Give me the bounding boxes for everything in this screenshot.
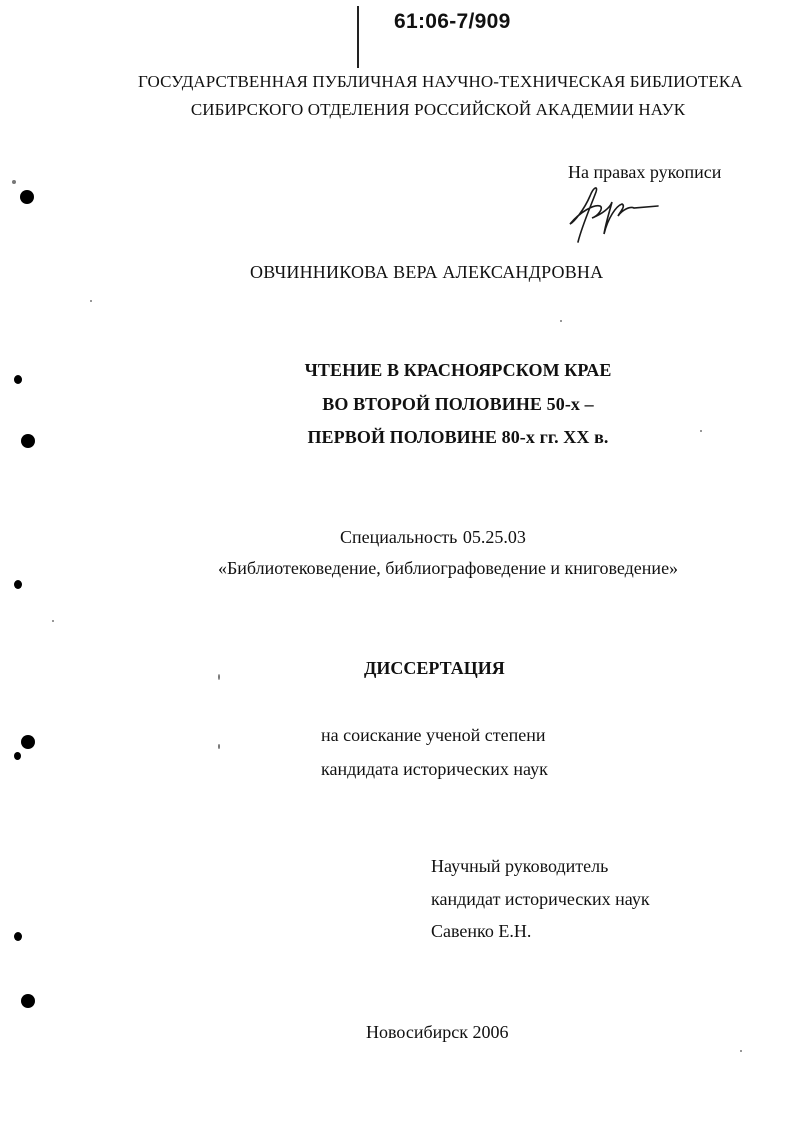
- title-line-2: ВО ВТОРОЙ ПОЛОВИНЕ 50-х –: [322, 394, 594, 414]
- author-name: ОВЧИННИКОВА ВЕРА АЛЕКСАНДРОВНА: [250, 262, 604, 282]
- supervisor-name: Савенко Е.Н.: [431, 921, 532, 941]
- scan-speck: [12, 180, 16, 184]
- title-line-1: ЧТЕНИЕ В КРАСНОЯРСКОМ КРАЕ: [304, 360, 612, 380]
- supervisor-role: Научный руководитель: [431, 856, 609, 876]
- punch-hole: [14, 932, 22, 941]
- handwritten-signature: [560, 182, 670, 250]
- punch-hole: [21, 994, 35, 1008]
- catalog-code: 61:06-7/909: [394, 10, 511, 33]
- punch-hole: [14, 752, 21, 760]
- scan-speck: [52, 620, 54, 622]
- punch-hole: [14, 375, 22, 384]
- scan-speck: [740, 1050, 742, 1052]
- specialty-code: Специальность 05.25.03: [340, 527, 526, 547]
- manuscript-rights: На правах рукописи: [568, 162, 722, 182]
- degree-line-2: кандидата исторических наук: [321, 759, 548, 779]
- title-line-3: ПЕРВОЙ ПОЛОВИНЕ 80-х гг. XX в.: [307, 427, 609, 447]
- punch-hole: [21, 735, 35, 749]
- institution-line-1: ГОСУДАРСТВЕННАЯ ПУБЛИЧНАЯ НАУЧНО-ТЕХНИЧЕСКАЯ БИБЛИОТЕКА: [138, 72, 743, 91]
- scan-speck: [218, 674, 220, 680]
- place-year: Новосибирск 2006: [366, 1022, 509, 1042]
- degree-line-1: на соискание ученой степени: [321, 725, 546, 745]
- scan-speck: [560, 320, 562, 322]
- specialty-name: «Библиотековедение, библиографоведение и книговедение»: [217, 558, 679, 578]
- scan-speck: [700, 430, 702, 432]
- scan-speck: [90, 300, 92, 302]
- catalog-margin-line: [357, 6, 359, 68]
- punch-hole: [20, 190, 34, 204]
- institution-line-2: СИБИРСКОГО ОТДЕЛЕНИЯ РОССИЙСКОЙ АКАДЕМИИ НАУК: [190, 100, 686, 119]
- scan-speck: [218, 744, 220, 749]
- document-type: ДИССЕРТАЦИЯ: [364, 658, 505, 678]
- punch-hole: [14, 580, 22, 589]
- punch-hole: [21, 434, 35, 448]
- supervisor-degree: кандидат исторических наук: [431, 889, 650, 909]
